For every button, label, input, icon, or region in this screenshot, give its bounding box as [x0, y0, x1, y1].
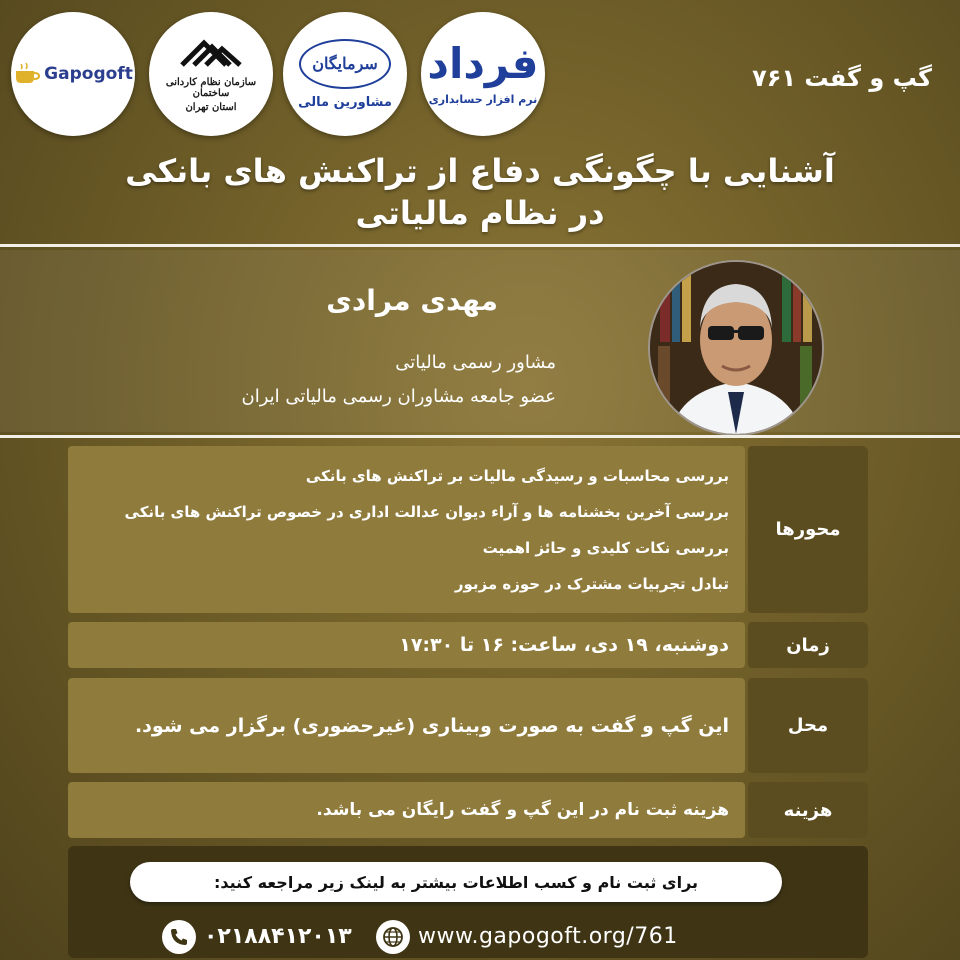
building-icon: [176, 35, 246, 71]
nezam-logo-line2: استان تهران: [185, 102, 237, 113]
speaker-photo: [648, 260, 824, 436]
topic-item: بررسی محاسبات و رسیدگی مالیات بر تراکنش های بانکی: [305, 466, 729, 485]
divider-top: [0, 244, 960, 247]
topic-item: تبادل تجربیات مشترک در حوزه مزبور: [454, 574, 729, 593]
fardad-logo-subtitle: نرم افزار حسابداری: [428, 92, 538, 106]
nezam-kardani-logo: [149, 12, 273, 136]
fardad-logo: [421, 12, 545, 136]
sarmayegan-logo: [283, 12, 407, 136]
place-content: [68, 678, 745, 773]
title-line-1: آشنایی با چگونگی دفاع از تراکنش های بانکی: [125, 152, 835, 190]
coffee-cup-icon: [13, 62, 41, 86]
speaker-membership: عضو جامعه مشاوران رسمی مالیاتی ایران: [241, 386, 556, 407]
place-label: محل: [748, 678, 868, 773]
speaker-role: مشاور رسمی مالیاتی: [395, 352, 556, 373]
divider-bottom: [0, 435, 960, 438]
gapogoft-logo: [11, 12, 135, 136]
topic-item: بررسی آخرین بخشنامه ها و آراء دیوان عدالت اداری در خصوص تراکنش های بانکی: [124, 502, 729, 521]
topics-label: محورها: [748, 446, 868, 613]
sarmayegan-logo-subtitle: مشاورین مالی: [298, 94, 392, 110]
speaker-portrait-image: [650, 262, 822, 434]
cost-value: هزینه ثبت نام در این گپ و گفت رایگان می باشد.: [316, 800, 729, 820]
event-title: [110, 150, 850, 234]
time-value: دوشنبه، ۱۹ دی، ساعت: ۱۶ تا ۱۷:۳۰: [399, 634, 729, 656]
title-line-2: در نظام مالیاتی: [355, 194, 605, 232]
time-label: زمان: [748, 622, 868, 668]
cost-row: [68, 782, 868, 838]
sarmayegan-logo-mark: سرمایگان: [299, 39, 391, 89]
place-value: این گپ و گفت به صورت وبیناری (غیرحضوری) برگزار می شود.: [134, 714, 729, 737]
episode-number: گپ و گفت ۷۶۱: [752, 64, 932, 92]
phone-icon-glyph: [169, 927, 189, 947]
phone-icon[interactable]: [162, 920, 196, 954]
registration-cta: برای ثبت نام و کسب اطلاعات بیشتر به لینک زیر مراجعه کنید:: [130, 862, 782, 902]
speaker-name: مهدی مرادی: [326, 284, 498, 317]
globe-icon-glyph: [382, 926, 404, 948]
fardad-logo-mark: فرداد: [427, 38, 539, 88]
cost-label: هزینه: [748, 782, 868, 838]
website-link[interactable]: www.gapogoft.org/761: [418, 924, 678, 949]
place-row: [68, 678, 868, 773]
topics-content: [68, 446, 745, 613]
time-row: [68, 622, 868, 668]
topics-row: [68, 446, 868, 613]
phone-number[interactable]: ۰۲۱۸۸۴۱۲۰۱۳: [204, 924, 352, 949]
globe-icon[interactable]: [376, 920, 410, 954]
cost-content: [68, 782, 745, 838]
topic-item: بررسی نکات کلیدی و حائز اهمیت: [482, 538, 729, 557]
time-content: [68, 622, 745, 668]
gapogoft-logo-text: Gapogoft: [44, 64, 133, 84]
nezam-logo-line1: سازمان نظام کاردانی ساختمان: [165, 77, 257, 99]
gapogoft-logo-row: [13, 62, 133, 86]
